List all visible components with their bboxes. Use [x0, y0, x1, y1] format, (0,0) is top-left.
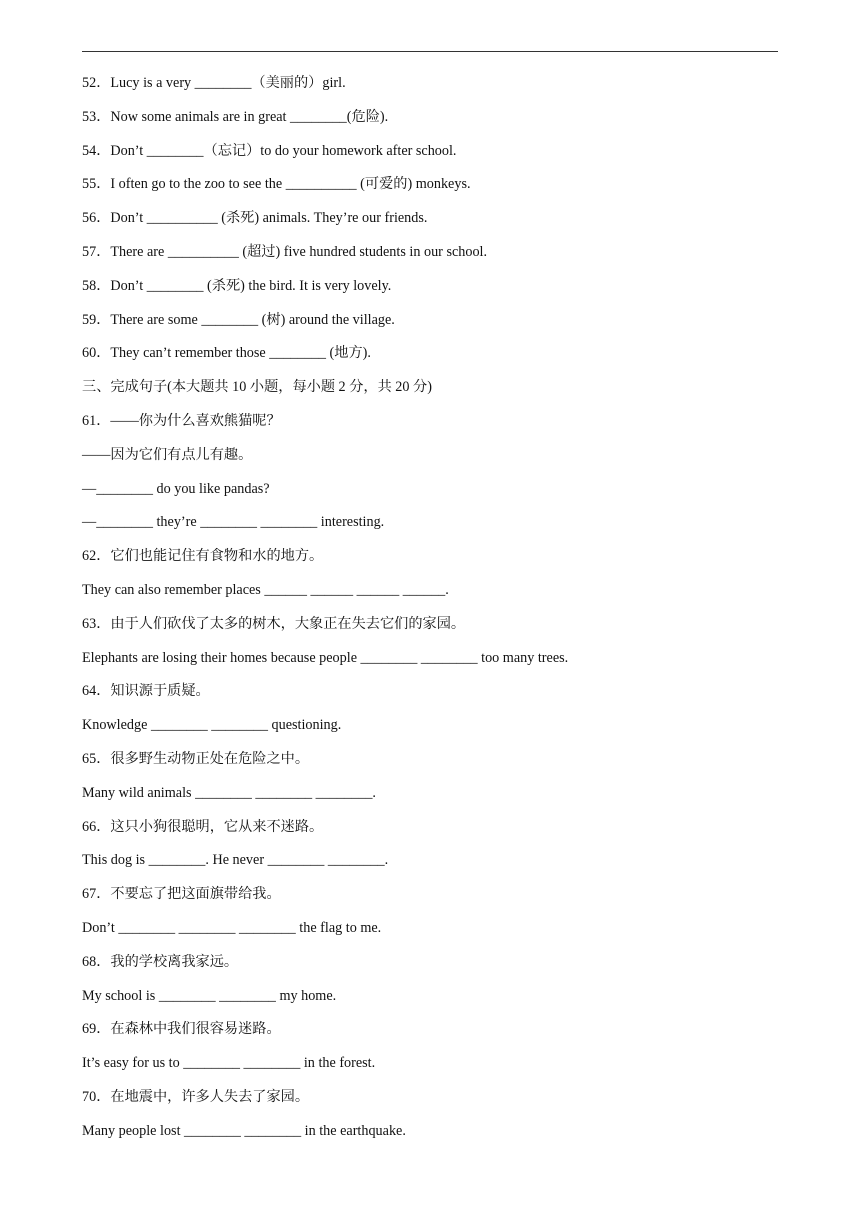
question-56: 56．Don’t __________ (杀死) animals. They’re our friends.	[82, 210, 428, 227]
question-62-prompt: 62．它们也能记住有食物和水的地方。	[82, 548, 324, 565]
question-61-prompt: 61．——你为什么喜欢熊猫呢？	[82, 412, 281, 429]
question-68-prompt: 68．我的学校离我家远。	[82, 953, 239, 970]
question-67-answer: Don’t ________ ________ ________ the flag to me.	[82, 919, 382, 936]
question-64-answer: Knowledge ________ ________ questioning.	[82, 717, 342, 734]
question-61-answer-line-1: —________ do you like pandas?	[82, 480, 270, 497]
question-65-prompt: 65．很多野生动物正处在危险之中。	[82, 750, 310, 767]
question-59: 59．There are some ________ (树) around the village.	[82, 311, 395, 328]
question-61-answer-line-2: —________ they’re ________ ________ interesting.	[82, 514, 385, 531]
question-68-answer: My school is ________ ________ my home.	[82, 987, 337, 1004]
page-header-rule	[82, 51, 778, 52]
question-57: 57．There are __________ (超过) five hundred students in our school.	[82, 243, 488, 260]
question-70-answer: Many people lost ________ ________ in the earthquake.	[82, 1122, 406, 1139]
question-65-answer: Many wild animals ________ ________ ________.	[82, 784, 376, 801]
question-62-answer: They can also remember places ______ ______ ______ ______.	[82, 581, 449, 598]
question-64-prompt: 64．知识源于质疑。	[82, 683, 210, 700]
section-heading: 三、完成句子(本大题共 10 小题，每小题 2 分，共 20 分)	[82, 379, 432, 396]
question-67-prompt: 67．不要忘了把这面旗带给我。	[82, 886, 281, 903]
question-53: 53．Now some animals are in great ________(危险).	[82, 108, 389, 125]
question-63-answer: Elephants are losing their homes because people ________ ________ too many trees.	[82, 649, 569, 666]
question-60: 60．They can’t remember those ________ (地方).	[82, 345, 371, 362]
question-63-prompt: 63．由于人们砍伐了太多的树木，大象正在失去它们的家园。	[82, 615, 466, 632]
question-66-answer: This dog is ________. He never ________ ________.	[82, 852, 389, 869]
question-55: 55．I often go to the zoo to see the __________ (可爱的) monkeys.	[82, 176, 471, 193]
question-54: 54．Don’t ________（忘记）to do your homework after school.	[82, 142, 457, 159]
question-66-prompt: 66．这只小狗很聪明，它从来不迷路。	[82, 818, 324, 835]
question-69-prompt: 69．在森林中我们很容易迷路。	[82, 1021, 281, 1038]
question-58: 58．Don’t ________ (杀死) the bird. It is very lovely.	[82, 277, 392, 294]
question-69-answer: It’s easy for us to ________ ________ in the forest.	[82, 1055, 376, 1072]
question-70-prompt: 70．在地震中，许多人失去了家园。	[82, 1088, 310, 1105]
question-61-prompt-reply: ——因为它们有点儿有趣。	[82, 446, 253, 463]
question-52: 52．Lucy is a very ________（美丽的）girl.	[82, 75, 346, 91]
exercise-content	[82, 73, 782, 1155]
